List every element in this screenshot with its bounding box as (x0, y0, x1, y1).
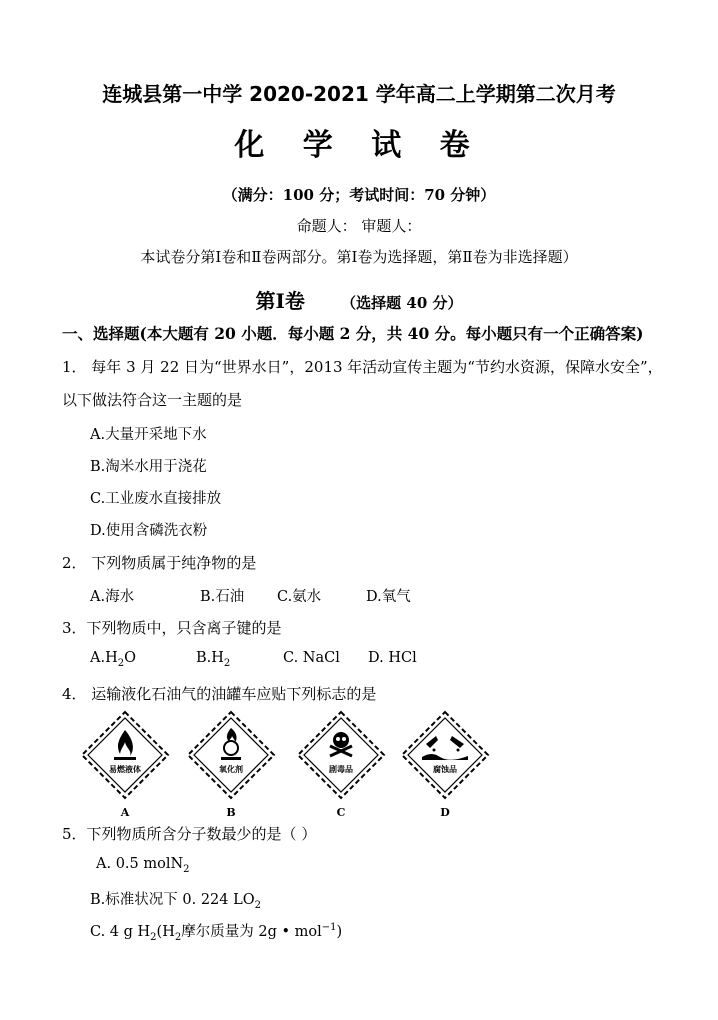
q5-a-sub: 2 (183, 863, 190, 875)
q4-stem: 4． 运输液化石油气的油罐车应贴下列标志的是 (62, 685, 377, 703)
corrosion-icon (400, 710, 490, 800)
q5-b-pre: B.标准状况下 0. 224 LO (90, 892, 255, 908)
q3-a-sub: 2 (117, 657, 125, 669)
part1-title: 第Ⅰ卷 (255, 289, 305, 313)
q1-option-d: D.使用含磷洗衣粉 (90, 523, 208, 539)
sign-a-letter: A (120, 806, 130, 819)
q3-option-c: C. NaCl (283, 650, 340, 666)
q3-a-post: O (124, 650, 136, 666)
school-line: 连城县第一中学 2020-2021 学年高二上学期第二次月考 (102, 82, 616, 106)
q5-c-sub2: 2 (174, 931, 182, 943)
q1-line2: 以下做法符合这一主题的是 (62, 391, 243, 409)
q5-option-a (96, 856, 190, 875)
sign-b-label: 氧化剂 (219, 765, 243, 774)
q1-option-b: B.淘米水用于浇花 (90, 459, 207, 475)
q5-c-mid: (H (156, 924, 175, 940)
q5-option-b (90, 888, 261, 911)
q2-option-d: D.氧气 (366, 589, 411, 605)
subject-title: 化 学 试 卷 (234, 128, 484, 163)
skull-icon (296, 710, 386, 800)
q5-b-sub: 2 (254, 899, 261, 911)
sign-b (186, 710, 276, 819)
flame-over-circle-icon (186, 710, 276, 800)
q5-c-pre: C. 4 g H (90, 924, 151, 940)
q3-stem: 3．下列物质中，只含离子键的是 (62, 619, 282, 637)
sign-d-letter: D (440, 806, 450, 819)
q5-c-sup: −1 (321, 922, 337, 934)
q5-stem: 5．下列物质所含分子数最少的是（ ） (62, 825, 317, 843)
authors-line: 命题人： 审题人： (296, 217, 422, 235)
sign-c (296, 710, 386, 819)
q5-option-c (90, 920, 342, 943)
q2-stem: 2． 下列物质属于纯净物的是 (62, 554, 257, 572)
q5-c-sub1: 2 (150, 931, 157, 943)
sign-a (80, 710, 170, 819)
q1-line1: 1． 每年 3 月 22 日为“世界水日”，2013 年活动宣传主题为“节约水资源，保障水安全”， (62, 358, 663, 376)
q3-b-sub: 2 (223, 657, 231, 669)
q5-c-post: ) (336, 924, 343, 940)
sign-a-label: 易燃液体 (109, 765, 141, 774)
q2-option-c: C.氨水 (277, 589, 322, 605)
intro-line: 本试卷分第Ⅰ卷和Ⅱ卷两部分。第Ⅰ卷为选择题，第Ⅱ卷为非选择题） (140, 248, 578, 266)
sign-c-letter: C (336, 806, 346, 819)
q3-option-d: D. HCl (368, 650, 417, 666)
q1-option-c: C.工业废水直接排放 (90, 491, 222, 507)
sign-c-label: 剧毒品 (329, 765, 353, 774)
q5-a-pre: A. 0.5 molN (96, 856, 184, 872)
q2-option-b: B.石油 (200, 589, 245, 605)
part1-note: （选择题 40 分） (341, 294, 463, 312)
q1-option-a: A.大量开采地下水 (90, 427, 207, 443)
exam-meta: （满分：100 分；考试时间：70 分钟） (222, 186, 496, 204)
q3-option-b (196, 650, 230, 669)
q2-option-a: A.海水 (90, 589, 135, 605)
section1-heading: 一、选择题(本大题有 20 小题．每小题 2 分，共 40 分。每小题只有一个正确答案) (62, 324, 644, 343)
q3-a-pre: A.H (90, 650, 118, 666)
q3-b-pre: B.H (196, 650, 224, 666)
flame-icon (80, 710, 170, 800)
q3-option-a (90, 650, 136, 669)
part1-heading (0, 285, 718, 314)
sign-d (400, 710, 490, 819)
sign-b-letter: B (226, 806, 236, 819)
sign-d-label: 腐蚀品 (433, 765, 457, 774)
q5-c-mid2: 摩尔质量为 2g • mol (181, 924, 322, 940)
